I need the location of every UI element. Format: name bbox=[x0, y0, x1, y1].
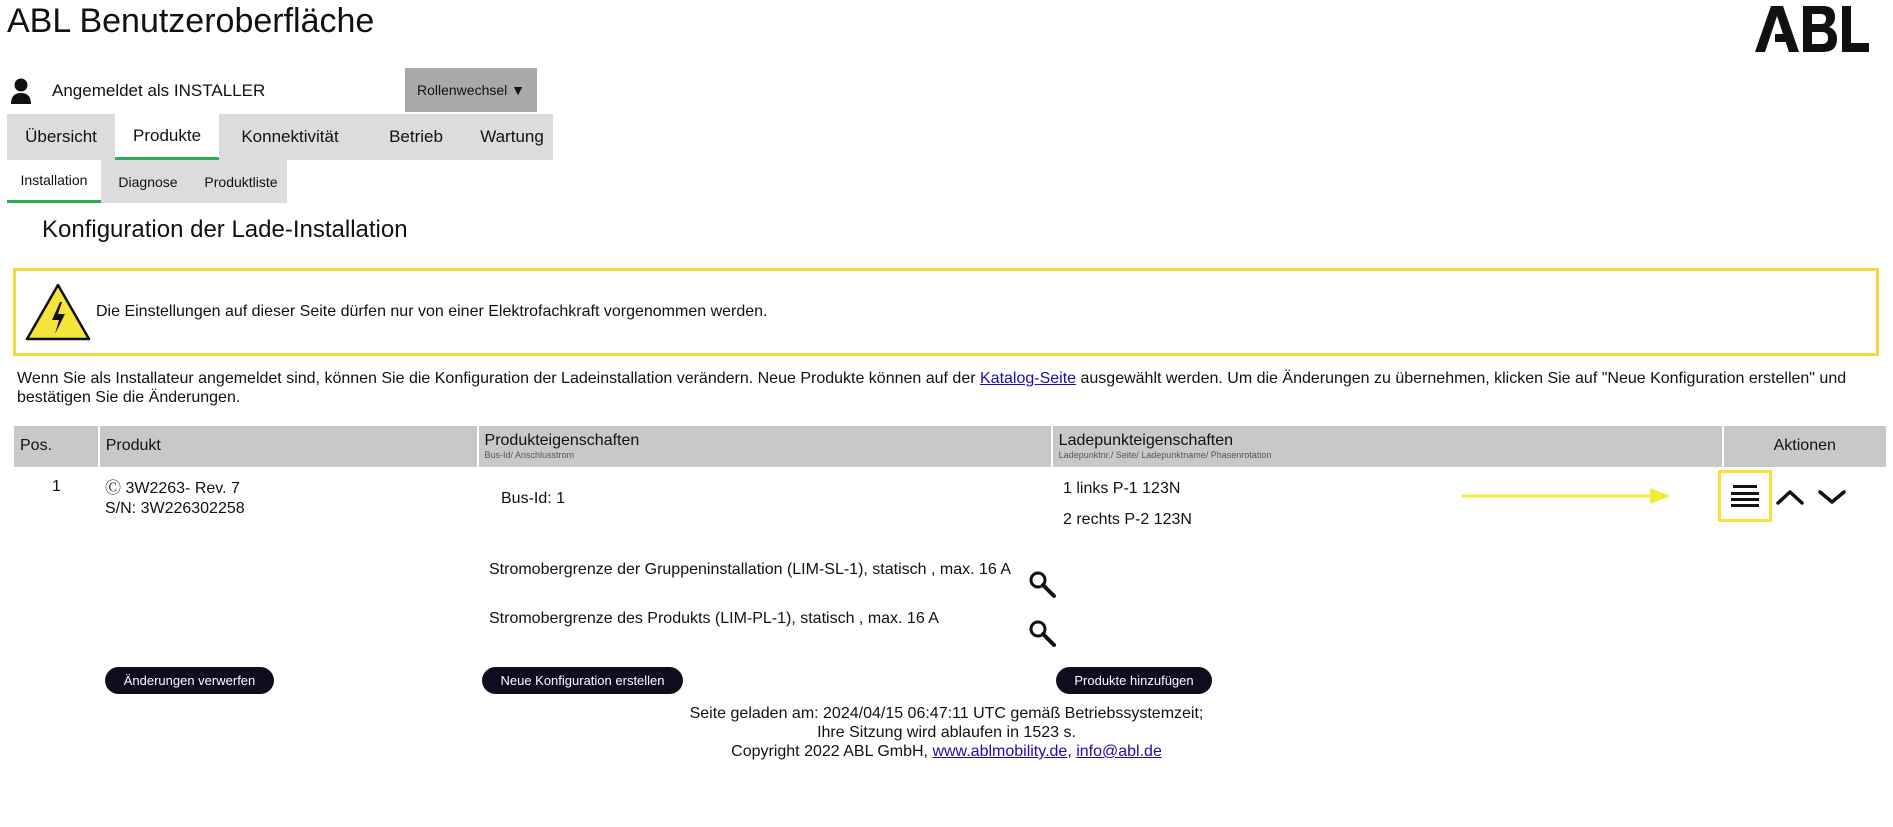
intro-text-part: ausgewählt werden. Um die Änderungen zu übernehmen, klicken Sie auf "Neue Konfiguration erstellen" und bestätigen Sie die Änderungen. bbox=[17, 370, 1847, 406]
column-header-ladepunkteigenschaften bbox=[1053, 426, 1722, 467]
column-header-label: Ladepunkteigenschaften bbox=[1058, 432, 1234, 449]
role-switch-button[interactable]: Rollenwechsel ▼ bbox=[405, 68, 537, 112]
column-header-sublabel: Bus-Id/ Anschlusstrom bbox=[484, 450, 575, 460]
sub-tabs bbox=[7, 160, 287, 203]
main-tabs bbox=[7, 114, 553, 160]
logged-in-label: Angemeldet als INSTALLER bbox=[52, 81, 266, 100]
page-loaded-text: Seite geladen am: 2024/04/15 06:47:11 UTC gemäß Betriebssystemzeit; bbox=[689, 705, 1204, 722]
page-title: Konfiguration der Lade-Installation bbox=[42, 216, 408, 243]
menu-button[interactable] bbox=[1718, 470, 1772, 522]
website-link[interactable]: www.ablmobility.de bbox=[932, 743, 1068, 760]
add-products-button[interactable]: Produkte hinzufügen bbox=[1056, 667, 1212, 694]
subtab-installation[interactable]: Installation bbox=[7, 160, 101, 203]
bus-id: Bus-Id: 1 bbox=[501, 490, 566, 507]
subtab-produktliste[interactable]: Produktliste bbox=[204, 173, 278, 190]
copyright-line bbox=[0, 742, 1893, 761]
new-configuration-button[interactable]: Neue Konfiguration erstellen bbox=[482, 667, 683, 694]
intro-text bbox=[17, 369, 1877, 407]
tab-wartung[interactable]: Wartung bbox=[480, 127, 544, 146]
menu-icon bbox=[1730, 483, 1760, 509]
warning-box bbox=[13, 268, 1879, 356]
intro-text-part: Wenn Sie als Installateur angemeldet sind, können Sie die Konfiguration der Ladeinstallation verändern. Neue Produkte können auf der bbox=[17, 370, 980, 387]
column-header-aktionen bbox=[1724, 426, 1886, 467]
charge-point-item: 2 rechts P-2 123N bbox=[1063, 511, 1192, 528]
email-link[interactable]: info@abl.de bbox=[1076, 743, 1162, 760]
column-header-pos bbox=[14, 426, 98, 467]
column-header-label: Aktionen bbox=[1773, 437, 1836, 454]
app-title: ABL Benutzeroberfläche bbox=[7, 2, 375, 40]
column-header-produkt bbox=[100, 426, 477, 467]
tab-konnektivitat[interactable]: Konnektivität bbox=[241, 127, 339, 146]
column-header-label: Pos. bbox=[20, 437, 53, 454]
tab-betrieb[interactable]: Betrieb bbox=[389, 127, 443, 146]
current-limit-group: Stromobergrenze der Gruppeninstallation (LIM-SL-1), statisch , max. 16 A bbox=[489, 561, 1012, 578]
session-expiry-text: Ihre Sitzung wird ablaufen in 1523 s. bbox=[817, 724, 1076, 741]
tab-produkte[interactable]: Produkte bbox=[115, 114, 219, 160]
product-name: Ⓒ 3W2263- Rev. 7 bbox=[105, 480, 240, 497]
charge-point-item: 1 links P-1 123N bbox=[1063, 480, 1181, 497]
footer bbox=[0, 704, 1893, 761]
arrow-right-icon bbox=[1462, 485, 1672, 507]
product-serial: S/N: 3W226302258 bbox=[105, 500, 245, 517]
person-icon bbox=[10, 77, 32, 105]
chevron-down-icon[interactable] bbox=[1818, 487, 1846, 507]
magnifier-icon[interactable] bbox=[1028, 619, 1056, 647]
abl-logo bbox=[1753, 0, 1871, 56]
current-limit-product: Stromobergrenze des Produkts (LIM-PL-1), statisch , max. 16 A bbox=[489, 610, 939, 627]
warning-triangle-icon bbox=[24, 282, 92, 342]
warning-text: Die Einstellungen auf dieser Seite dürfen nur von einer Elektrofachkraft vorgenommen werden. bbox=[96, 303, 768, 320]
row-position: 1 bbox=[52, 478, 61, 495]
discard-changes-button[interactable]: Änderungen verwerfen bbox=[105, 667, 274, 694]
column-header-sublabel: Ladepunktnr./ Seite/ Ladepunktname/ Phasenrotation bbox=[1058, 450, 1272, 460]
magnifier-icon[interactable] bbox=[1028, 570, 1056, 598]
separator: , bbox=[1067, 743, 1077, 760]
tab-ubersicht[interactable]: Übersicht bbox=[25, 127, 97, 146]
subtab-diagnose[interactable]: Diagnose bbox=[118, 173, 178, 190]
column-header-produkteigenschaften bbox=[479, 426, 1051, 467]
table-header bbox=[14, 426, 1886, 467]
chevron-up-icon[interactable] bbox=[1776, 487, 1804, 507]
copyright-text: Copyright 2022 ABL GmbH, bbox=[731, 743, 933, 760]
product-info bbox=[105, 479, 245, 519]
user-info bbox=[10, 73, 265, 109]
catalog-page-link[interactable]: Katalog-Seite bbox=[980, 370, 1077, 387]
column-header-label: Produkteigenschaften bbox=[484, 432, 640, 449]
column-header-label: Produkt bbox=[105, 437, 161, 454]
